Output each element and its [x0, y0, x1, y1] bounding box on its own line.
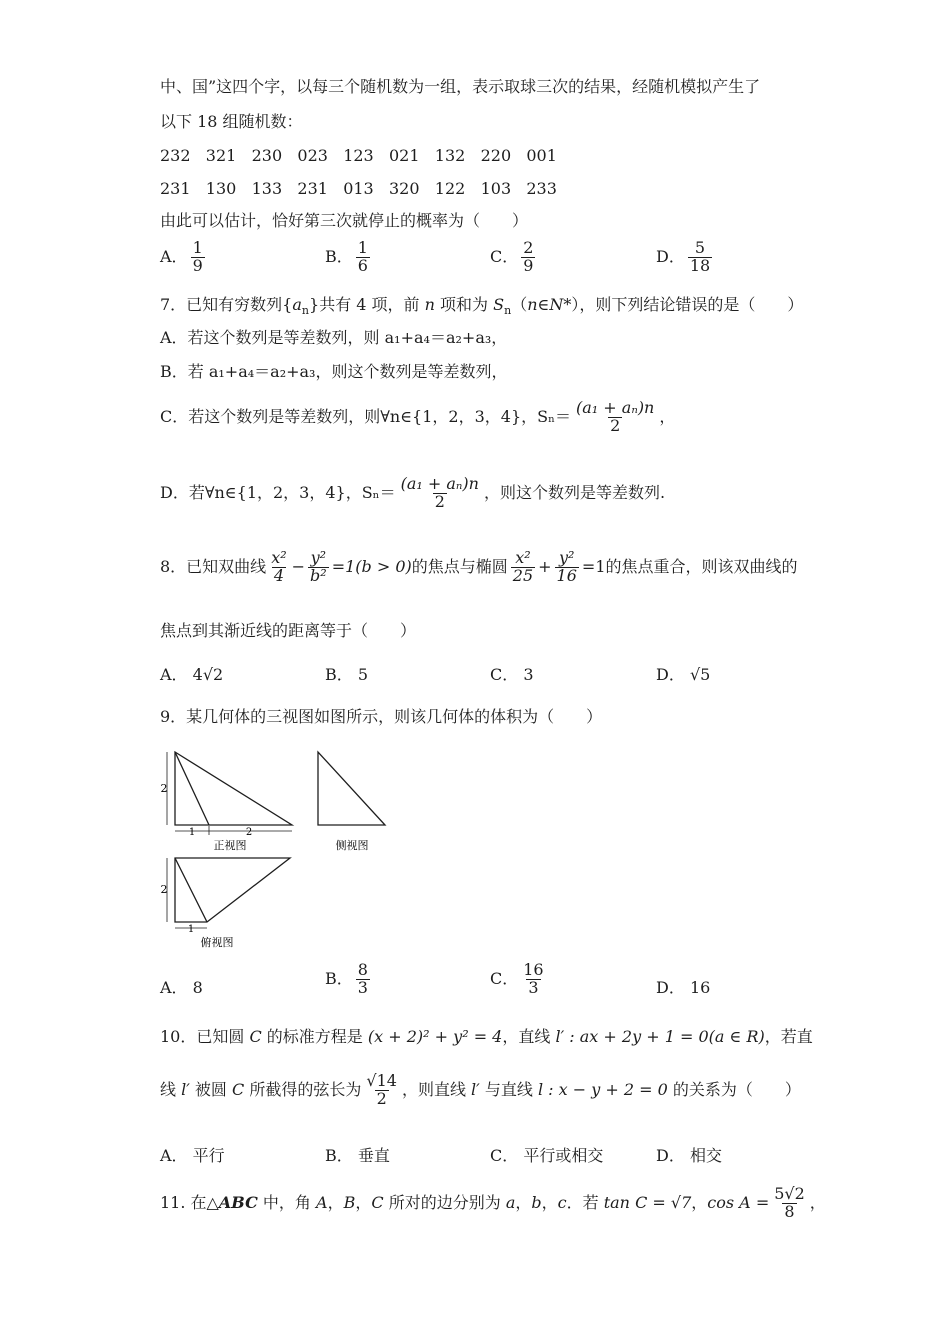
side-view — [318, 752, 385, 825]
q9-stem: 9．某几何体的三视图如图所示，则该几何体的体积为（ ） — [160, 707, 603, 726]
q8-option-c[interactable]: C． 3 — [490, 665, 534, 684]
q8-stem: 8．已知双曲线 $\frac{\text{x²}}{4}$ − $\frac{\text{y²}}{\text{b²}}$ =1(b > 0)的焦点与椭圆 $\frac{\text{x²}}{25}$ + $\frac{\text{y²}}{16}$ =1的焦点重合，则该双曲线的 — [160, 548, 798, 585]
fraction: $\frac{5}{18}$ — [689, 238, 711, 275]
q7-option-b[interactable]: B．若 a₁+a₄＝a₂+a₃，则这个数列是等差数列， — [160, 362, 508, 381]
q7-stem: 7．已知有穷数列$\{a_n\}$共有 4 项，前 n 项和为 $S_n(n\in N*)$，则下列结论错误的是（ ） — [160, 295, 804, 318]
q10-option-d[interactable]: D． 相交 — [656, 1146, 722, 1165]
q9-option-b[interactable]: B． $\frac{8}{3}$ — [325, 960, 368, 997]
q10-option-c[interactable]: C． 平行或相交 — [490, 1146, 604, 1165]
side-view-label: 侧视图 — [335, 839, 369, 852]
q11-stem: 11. 在△ABC 中，角 A，B，C 所对的边分别为 a，b，c．若 tan C = √7，cos A = $\frac{5√2}{8}$ ， — [160, 1184, 826, 1221]
q8-stem-line2: 焦点到其渐近线的距离等于（ ） — [160, 621, 417, 640]
fraction: $\frac{1}{9}$ — [192, 238, 203, 275]
q6-option-a[interactable]: A． $\frac{1}{9}$ — [160, 238, 203, 275]
q10-stem-line2: 线 l′ 被圆 C 所截得的弦长为 $\frac{√14}{2}$ ，则直线 l′ 与直线 l : x − y + 2 = 0 的关系为（ ） — [160, 1071, 801, 1108]
q10-option-b[interactable]: B． 垂直 — [325, 1146, 390, 1165]
dim-label: 2 — [245, 827, 253, 838]
three-view-diagram — [155, 740, 405, 955]
dim-label: 2 — [160, 782, 168, 795]
q9-option-d[interactable]: D． 16 — [656, 978, 711, 997]
q6-option-c[interactable]: C． $\frac{2}{9}$ — [490, 238, 534, 275]
q6-stem-line1: 中、国”这四个字，以每三个随机数为一组，表示取球三次的结果，经随机模拟产生了 — [160, 77, 761, 96]
top-view-label: 俯视图 — [200, 936, 234, 949]
q6-question: 由此可以估计，恰好第三次就停止的概率为（ ） — [160, 211, 529, 230]
dim-label: 1 — [188, 827, 196, 838]
dim-label: 1 — [187, 924, 195, 935]
q8-option-b[interactable]: B． 5 — [325, 665, 369, 684]
q9-option-a[interactable]: A． 8 — [160, 978, 203, 997]
front-view — [167, 752, 292, 835]
q10-option-a[interactable]: A． 平行 — [160, 1146, 225, 1165]
q10-stem-line1: 10．已知圆 C 的标准方程是 (x + 2)² + y² = 4，直线 l′ : ax + 2y + 1 = 0(a ∈ R)，若直 — [160, 1027, 813, 1046]
front-view-label: 正视图 — [213, 839, 247, 852]
random-numbers-row1: 232 321 230 023 123 021 132 220 001 — [160, 146, 557, 165]
q7-option-a[interactable]: A．若这个数列是等差数列，则 a₁+a₄＝a₂+a₃， — [160, 328, 508, 347]
q8-option-a[interactable]: A． 4√2 — [160, 665, 224, 684]
dim-label: 2 — [160, 883, 168, 896]
q7-option-c[interactable]: C．若这个数列是等差数列，则∀n∈{1，2，3，4}，Sₙ＝ $\frac{\text{(a₁ + aₙ)n}}{2}$ ， — [160, 398, 676, 435]
fraction: $\frac{1}{6}$ — [357, 238, 368, 275]
fraction: $\frac{\text{(a₁ + aₙ)n}}{2}$ — [576, 398, 655, 435]
fraction: $\frac{\text{(a₁ + aₙ)n}}{2}$ — [400, 474, 479, 511]
q6-option-b[interactable]: B． $\frac{1}{6}$ — [325, 238, 368, 275]
q9-option-c[interactable]: C． $\frac{16}{3}$ — [490, 960, 544, 997]
q6-option-d[interactable]: D． $\frac{5}{18}$ — [656, 238, 711, 275]
random-numbers-row2: 231 130 133 231 013 320 122 103 233 — [160, 179, 557, 198]
q7-option-d[interactable]: D．若∀n∈{1，2，3，4}，Sₙ＝ $\frac{\text{(a₁ + aₙ)n}}{2}$ ，则这个数列是等差数列. — [160, 474, 666, 511]
q6-stem-line2: 以下 18 组随机数： — [160, 112, 303, 131]
top-view — [167, 858, 290, 928]
q8-option-d[interactable]: D． √5 — [656, 665, 711, 684]
fraction: $\frac{2}{9}$ — [523, 238, 534, 275]
